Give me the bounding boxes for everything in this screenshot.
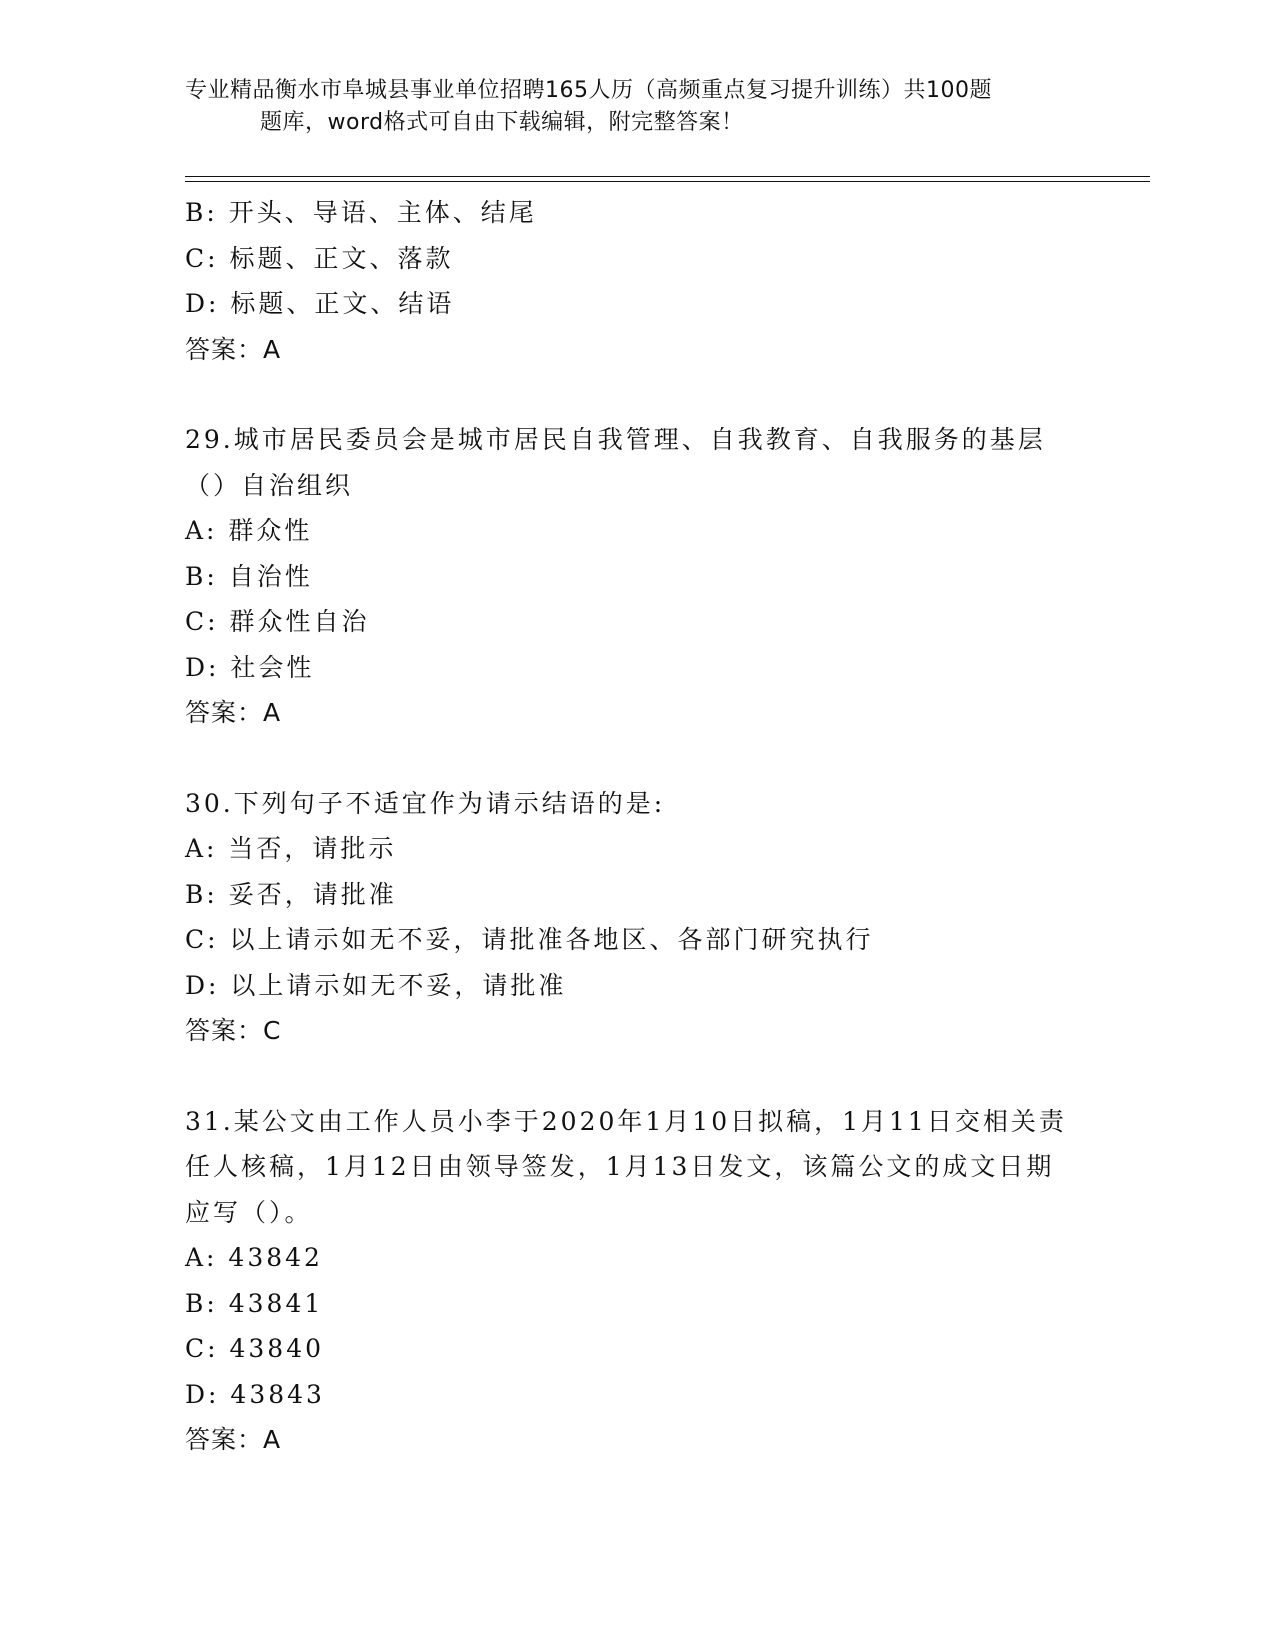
option-b: B: 开头、导语、主体、结尾 [185, 198, 537, 227]
header-title-line2: 题库，word格式可自由下载编辑，附完整答案！ [260, 110, 744, 135]
question-text: 30.下列句子不适宜作为请示结语的是: [185, 788, 666, 818]
answer-line: 答案：A [185, 334, 282, 364]
answer-line: 答案：A [185, 698, 282, 727]
question-text: 31.某公文由工作人员小李于2020年1月10日拟稿，1月11日交相关责任人核稿，1月12日由领导签发，1月13日发文，该篇公文的成文日期应写（）。 [185, 1106, 1067, 1227]
header-divider-top [185, 176, 1150, 177]
option-b: B: 妥否，请批准 [185, 879, 397, 909]
option-a: A: 当否，请批示 [185, 834, 397, 863]
option-c: C: 标题、正文、落款 [185, 243, 454, 273]
question-29 [185, 417, 1075, 736]
option-c: C: 群众性自治 [185, 607, 370, 636]
option-b: B: 43841 [185, 1288, 324, 1318]
option-d: D: 43843 [185, 1379, 325, 1409]
answer-line: 答案：C [185, 1016, 282, 1045]
prev-question-block [185, 190, 1075, 372]
header-divider-bottom [185, 181, 1150, 182]
option-d: D: 社会性 [185, 652, 315, 682]
option-d: D: 以上请示如无不妥，请批准 [185, 970, 567, 1000]
answer-line: 答案：A [185, 1425, 282, 1454]
header-title-line1: 专业精品衡水市阜城县事业单位招聘165人历（高频重点复习提升训练）共100题 [185, 78, 992, 103]
question-30 [185, 781, 1075, 1054]
option-c: C: 43840 [185, 1334, 325, 1363]
question-content [185, 190, 1075, 1463]
question-31 [185, 1099, 1075, 1463]
option-d: D: 标题、正文、结语 [185, 289, 455, 318]
option-b: B: 自治性 [185, 561, 313, 591]
option-c: C: 以上请示如无不妥，请批准各地区、各部门研究执行 [185, 925, 874, 954]
document-header [185, 75, 1085, 139]
option-a: A: 群众性 [185, 516, 313, 545]
option-a: A: 43842 [185, 1243, 323, 1272]
question-text: 29.城市居民委员会是城市居民自我管理、自我教育、自我服务的基层（）自治组织 [185, 425, 1046, 500]
